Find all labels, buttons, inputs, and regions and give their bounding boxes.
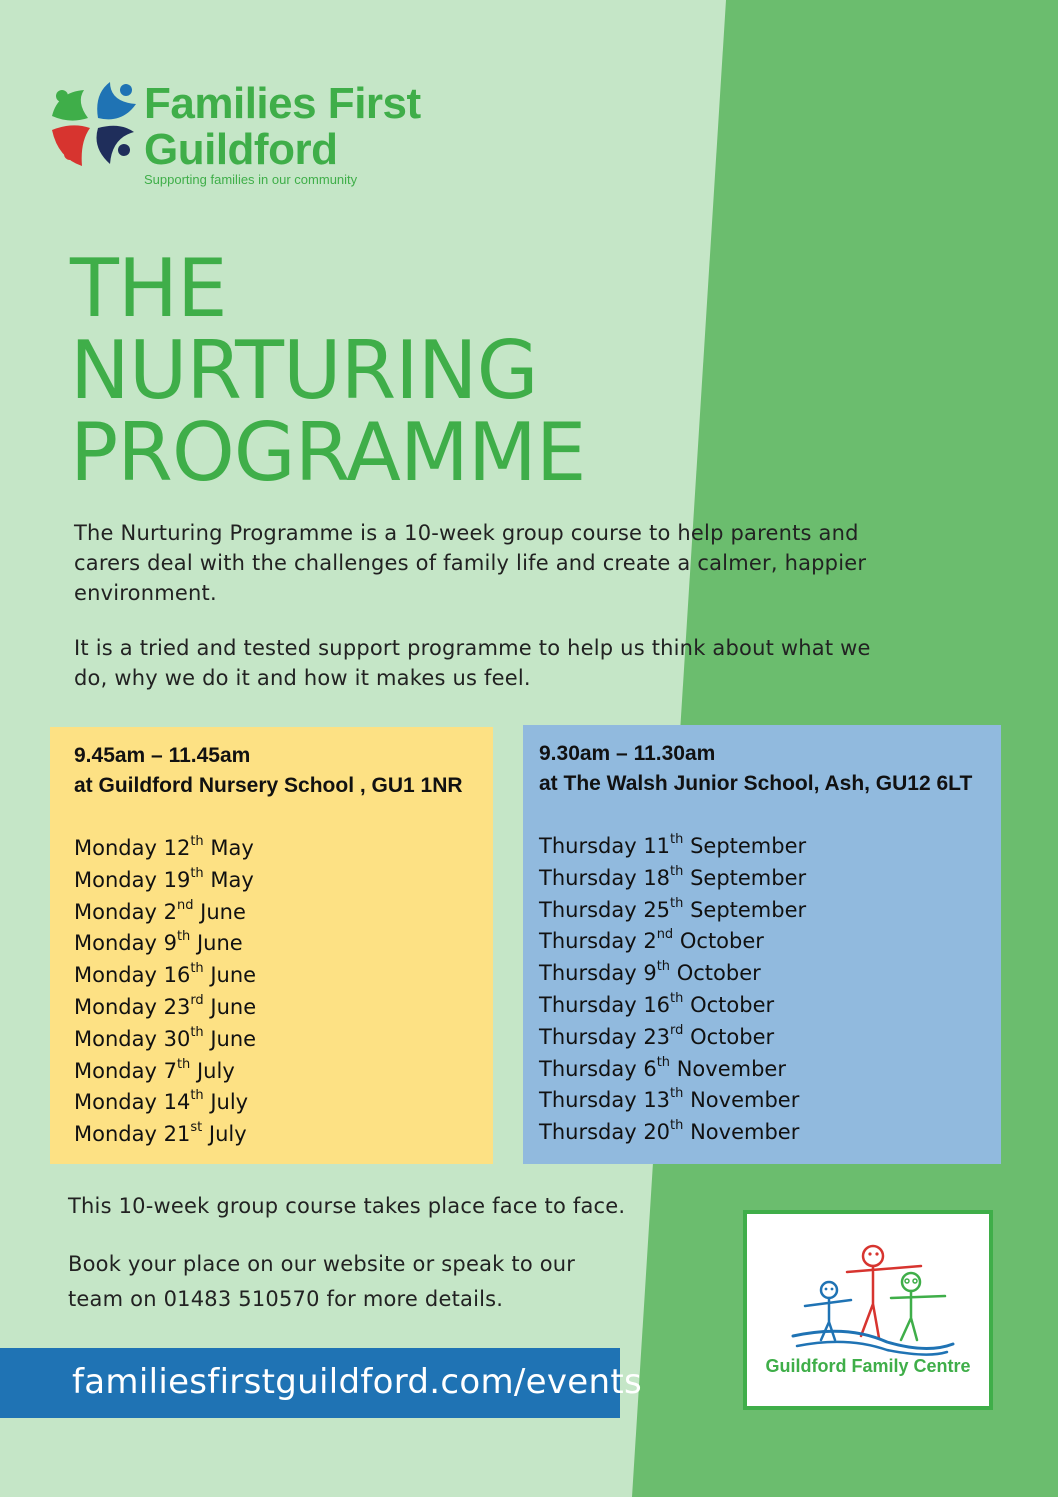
session-month: October — [676, 961, 761, 986]
booking-info — [68, 1247, 668, 1317]
ordinal-suffix: th — [190, 834, 204, 849]
ordinal-suffix: th — [670, 990, 684, 1006]
session-date — [74, 1024, 493, 1056]
session-month: July — [196, 1058, 235, 1083]
session-day-date: Monday 12 — [74, 836, 191, 860]
session-month: October — [690, 1024, 775, 1049]
ordinal-suffix: rd — [190, 992, 204, 1008]
session-day-date: Thursday 11 — [539, 834, 671, 858]
session-month: June — [210, 994, 257, 1019]
session-month: June — [196, 931, 243, 956]
ordinal-suffix: th — [176, 929, 191, 945]
session-month: July — [208, 1122, 247, 1147]
logo-name-line-1: Families First — [144, 79, 421, 128]
session-date — [539, 990, 1001, 1022]
session-day-date: Monday 21 — [74, 1122, 191, 1147]
title-line-2: NURTURING — [70, 324, 538, 417]
ordinal-suffix: rd — [670, 1022, 684, 1038]
session-day-date: Thursday 9 — [539, 961, 657, 986]
session-day-date: Monday 19 — [74, 867, 191, 892]
session-day-date: Monday 14 — [74, 1090, 191, 1115]
session-date — [74, 1056, 493, 1088]
ordinal-suffix: th — [190, 961, 204, 977]
session-day-date: Monday 2 — [74, 899, 177, 924]
session-date — [539, 1054, 1001, 1086]
session-day-date: Thursday 23 — [539, 1024, 671, 1049]
face-to-face-note: This 10-week group course takes place face to face. — [68, 1194, 626, 1218]
intro-paragraph-2: It is a tried and tested support programme to help us think about what we do, why we do it and how it makes us feel. — [74, 636, 871, 690]
booking-line-2: team on 01483 510570 for more details. — [68, 1287, 504, 1311]
page-title — [70, 242, 690, 499]
session-day-date: Monday 16 — [74, 963, 191, 988]
session-date — [74, 928, 493, 960]
session-month: September — [690, 897, 807, 922]
website-url-link[interactable]: familiesfirstguildford.com/events — [72, 1362, 643, 1402]
logo-tagline: Supporting families in our community — [144, 172, 358, 187]
families-first-logo-icon — [50, 78, 140, 168]
session-list — [539, 831, 1001, 1149]
session-month: May — [210, 867, 254, 892]
session-day-date: Thursday 2 — [539, 929, 657, 954]
schedule-venue: at The Walsh Junior School, Ash, GU12 6LT — [539, 772, 973, 795]
family-centre-name: Guildford Family Centre — [765, 1356, 971, 1376]
stick-figure-family-icon — [787, 1236, 957, 1356]
booking-line-1: Book your place on our website or speak to our — [68, 1252, 576, 1276]
title-line-3: PROGRAMME — [70, 406, 586, 499]
intro-paragraph-1: The Nurturing Programme is a 10-week group course to help parents and carers deal with the challenges of family life and create a calmer, happier environment. — [74, 521, 867, 605]
session-date — [74, 865, 493, 897]
session-date — [539, 895, 1001, 927]
schedule-box-monday — [50, 727, 493, 1164]
ordinal-suffix: th — [176, 1056, 191, 1072]
schedule-box-thursday — [523, 725, 1001, 1164]
session-month: September — [690, 834, 807, 858]
session-month: June — [210, 963, 257, 988]
session-date — [539, 958, 1001, 990]
ordinal-suffix: nd — [176, 897, 194, 913]
ordinal-suffix: th — [670, 1118, 684, 1134]
session-month: June — [200, 899, 246, 924]
session-month: November — [676, 1056, 786, 1081]
ordinal-suffix: th — [656, 959, 671, 975]
session-day-date: Monday 30 — [74, 1026, 191, 1051]
schedule-venue: at Guildford Nursery School , GU1 1NR — [74, 774, 463, 797]
session-date — [539, 831, 1001, 863]
session-month: September — [690, 865, 807, 890]
session-day-date: Monday 9 — [74, 931, 177, 956]
session-date — [539, 1022, 1001, 1054]
ordinal-suffix: th — [670, 863, 684, 879]
session-list — [74, 833, 493, 1151]
ordinal-suffix: th — [656, 1054, 671, 1070]
schedule-time: 9.30am – 11.30am — [539, 742, 716, 765]
ordinal-suffix: th — [670, 1086, 684, 1102]
session-date — [74, 992, 493, 1024]
session-date — [539, 926, 1001, 958]
session-date — [74, 833, 493, 865]
session-date — [539, 1117, 1001, 1149]
families-first-logo — [50, 78, 490, 193]
ordinal-suffix: st — [190, 1120, 203, 1136]
logo-name-line-2: Guildford — [144, 125, 338, 174]
session-month: June — [210, 1026, 257, 1051]
session-date — [539, 863, 1001, 895]
website-url-banner[interactable] — [0, 1348, 643, 1418]
session-month: May — [210, 836, 254, 860]
ordinal-suffix: th — [190, 1088, 204, 1104]
ordinal-suffix: th — [190, 865, 204, 881]
session-date — [74, 1119, 493, 1151]
session-month: November — [690, 1088, 800, 1113]
session-date — [74, 960, 493, 992]
ordinal-suffix: th — [670, 895, 684, 911]
ordinal-suffix: nd — [656, 927, 674, 943]
schedule-time: 9.45am – 11.45am — [74, 744, 251, 767]
ordinal-suffix: th — [670, 832, 684, 847]
session-day-date: Monday 7 — [74, 1058, 177, 1083]
session-month: November — [690, 1120, 800, 1145]
session-day-date: Thursday 25 — [539, 897, 671, 922]
session-date — [74, 1087, 493, 1119]
session-day-date: Thursday 18 — [539, 865, 671, 890]
session-date — [539, 1085, 1001, 1117]
session-month: October — [679, 929, 764, 954]
guildford-family-centre-logo — [743, 1210, 993, 1410]
session-month: July — [210, 1090, 249, 1115]
session-day-date: Thursday 6 — [539, 1056, 657, 1081]
ordinal-suffix: th — [190, 1024, 204, 1040]
session-month: October — [690, 992, 775, 1017]
session-day-date: Monday 23 — [74, 994, 191, 1019]
session-day-date: Thursday 20 — [539, 1120, 671, 1145]
session-day-date: Thursday 16 — [539, 992, 671, 1017]
session-day-date: Thursday 13 — [539, 1088, 671, 1113]
session-date — [74, 897, 493, 929]
title-line-1: THE — [70, 242, 227, 335]
